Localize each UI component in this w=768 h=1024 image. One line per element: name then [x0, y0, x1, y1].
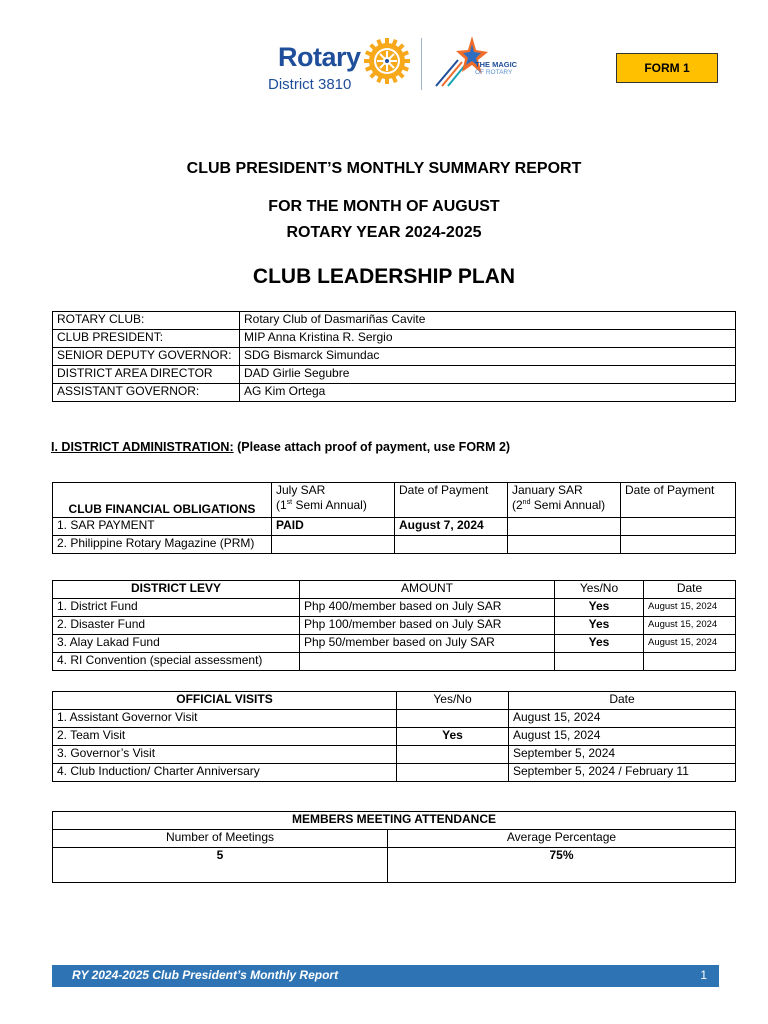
financial-item: 1. SAR PAYMENT	[53, 518, 272, 536]
visit-name: 4. Club Induction/ Charter Anniversary	[53, 764, 397, 782]
leadership-value: AG Kim Ortega	[240, 384, 736, 402]
visit-yesno	[397, 710, 509, 728]
table-row	[53, 348, 736, 366]
levy-yesno: Yes	[555, 635, 644, 653]
district-label: District 3810	[268, 76, 352, 93]
col-header-meetings: Number of Meetings	[53, 830, 388, 848]
year-title: ROTARY YEAR 2024-2025	[286, 224, 482, 241]
table-row	[53, 312, 736, 330]
levy-amount: Php 400/member based on July SAR	[300, 599, 555, 617]
col-header-yesno: Yes/No	[397, 692, 509, 710]
leadership-label: ROTARY CLUB:	[53, 312, 240, 330]
section-heading-note: (Please attach proof of payment, use FORM 2)	[233, 440, 511, 454]
leadership-value: SDG Bismarck Simundac	[240, 348, 736, 366]
attendance-meetings: 5	[53, 848, 388, 883]
levy-amount	[300, 653, 555, 671]
attendance-title: MEMBERS MEETING ATTENDANCE	[53, 812, 736, 830]
july-sar-sub-post: Semi Annual)	[292, 498, 367, 512]
leadership-label: DISTRICT AREA DIRECTOR	[53, 366, 240, 384]
district-levy-table	[52, 580, 736, 671]
financial-jan	[508, 518, 621, 536]
visit-name: 3. Governor’s Visit	[53, 746, 397, 764]
leadership-label: SENIOR DEPUTY GOVERNOR:	[53, 348, 240, 366]
col-header-july-sar	[272, 483, 395, 518]
page-number: 1	[700, 968, 707, 982]
visit-name: 2. Team Visit	[53, 728, 397, 746]
table-header-row	[53, 692, 736, 710]
month-title: FOR THE MONTH OF AUGUST	[268, 198, 500, 215]
financial-date1	[395, 536, 508, 554]
table-row	[53, 848, 736, 883]
attendance-percentage: 75%	[388, 848, 736, 883]
leadership-value: MIP Anna Kristina R. Sergio	[240, 330, 736, 348]
july-sar-sub-sup: st	[286, 499, 293, 506]
january-sar-sublabel	[512, 498, 616, 513]
col-header-yesno: Yes/No	[555, 581, 644, 599]
table-row	[53, 536, 736, 554]
levy-date: August 15, 2024	[644, 599, 736, 617]
leadership-label: ASSISTANT GOVERNOR:	[53, 384, 240, 402]
visit-date: August 15, 2024	[509, 710, 736, 728]
visit-date: September 5, 2024	[509, 746, 736, 764]
visit-yesno	[397, 746, 509, 764]
january-sar-label: January SAR	[512, 483, 583, 497]
section-heading	[51, 440, 510, 454]
table-row	[53, 728, 736, 746]
table-row	[53, 746, 736, 764]
magic-line1: THE MAGIC	[475, 60, 518, 69]
table-row	[53, 366, 736, 384]
col-header-visits: OFFICIAL VISITS	[53, 692, 397, 710]
rotary-logo-text: Rotary	[278, 42, 361, 72]
july-sar-sub-pre: (1	[276, 498, 287, 512]
table-header-row	[53, 483, 736, 518]
section-heading-title: I. DISTRICT ADMINISTRATION:	[51, 440, 234, 454]
col-header-amount: AMOUNT	[300, 581, 555, 599]
leadership-value: DAD Girlie Segubre	[240, 366, 736, 384]
levy-yesno	[555, 653, 644, 671]
magic-of-rotary-text	[475, 61, 517, 77]
leadership-table	[52, 311, 736, 402]
table-header-row	[53, 830, 736, 848]
col-header-date: Date	[509, 692, 736, 710]
footer-text: RY 2024-2025 Club President’s Monthly Report	[72, 968, 339, 982]
col-header-date-payment-2: Date of Payment	[621, 483, 736, 518]
col-header-january-sar	[508, 483, 621, 518]
col-header-levy: DISTRICT LEVY	[53, 581, 300, 599]
jan-sar-sub-sup: nd	[522, 499, 531, 506]
official-visits-table	[52, 691, 736, 782]
levy-name: 1. District Fund	[53, 599, 300, 617]
table-row	[53, 384, 736, 402]
table-header-row	[53, 581, 736, 599]
financial-item: 2. Philippine Rotary Magazine (PRM)	[53, 536, 272, 554]
levy-date: August 15, 2024	[644, 617, 736, 635]
logo-divider	[421, 38, 422, 90]
table-row	[53, 617, 736, 635]
table-row	[53, 330, 736, 348]
levy-amount: Php 50/member based on July SAR	[300, 635, 555, 653]
leadership-value: Rotary Club of Dasmariñas Cavite	[240, 312, 736, 330]
levy-date	[644, 653, 736, 671]
july-sar-sublabel	[276, 498, 390, 513]
levy-name: 2. Disaster Fund	[53, 617, 300, 635]
visit-date: September 5, 2024 / February 11	[509, 764, 736, 782]
visit-yesno: Yes	[397, 728, 509, 746]
col-header-date-payment-1: Date of Payment	[395, 483, 508, 518]
table-row	[53, 518, 736, 536]
jan-sar-sub-post: Semi Annual)	[530, 498, 606, 512]
financial-july	[272, 536, 395, 554]
financial-jan	[508, 536, 621, 554]
page-footer	[52, 965, 719, 987]
levy-date: August 15, 2024	[644, 635, 736, 653]
attendance-table	[52, 811, 736, 883]
levy-yesno: Yes	[555, 617, 644, 635]
financial-date2	[621, 536, 736, 554]
col-header-obligations: CLUB FINANCIAL OBLIGATIONS	[53, 483, 272, 518]
col-header-date: Date	[644, 581, 736, 599]
levy-yesno: Yes	[555, 599, 644, 617]
plan-title: CLUB LEADERSHIP PLAN	[252, 265, 516, 288]
visit-yesno	[397, 764, 509, 782]
form-label-box: FORM 1	[616, 53, 718, 83]
levy-name: 4. RI Convention (special assessment)	[53, 653, 300, 671]
financial-table	[52, 482, 736, 554]
jan-sar-sub-pre: (2	[512, 498, 523, 512]
col-header-percentage: Average Percentage	[388, 830, 736, 848]
visit-date: August 15, 2024	[509, 728, 736, 746]
visit-name: 1. Assistant Governor Visit	[53, 710, 397, 728]
table-row	[53, 710, 736, 728]
july-sar-label: July SAR	[276, 483, 326, 497]
leadership-label: CLUB PRESIDENT:	[53, 330, 240, 348]
financial-date1: August 7, 2024	[395, 518, 508, 536]
financial-date2	[621, 518, 736, 536]
levy-name: 3. Alay Lakad Fund	[53, 635, 300, 653]
rotary-wheel-icon	[362, 36, 412, 86]
financial-july: PAID	[272, 518, 395, 536]
table-row	[53, 599, 736, 617]
table-row	[53, 764, 736, 782]
magic-line2: OF ROTARY	[475, 69, 513, 76]
table-row	[53, 635, 736, 653]
report-title: CLUB PRESIDENT’S MONTHLY SUMMARY REPORT	[186, 160, 582, 177]
table-header-row	[53, 812, 736, 830]
table-row	[53, 653, 736, 671]
levy-amount: Php 100/member based on July SAR	[300, 617, 555, 635]
